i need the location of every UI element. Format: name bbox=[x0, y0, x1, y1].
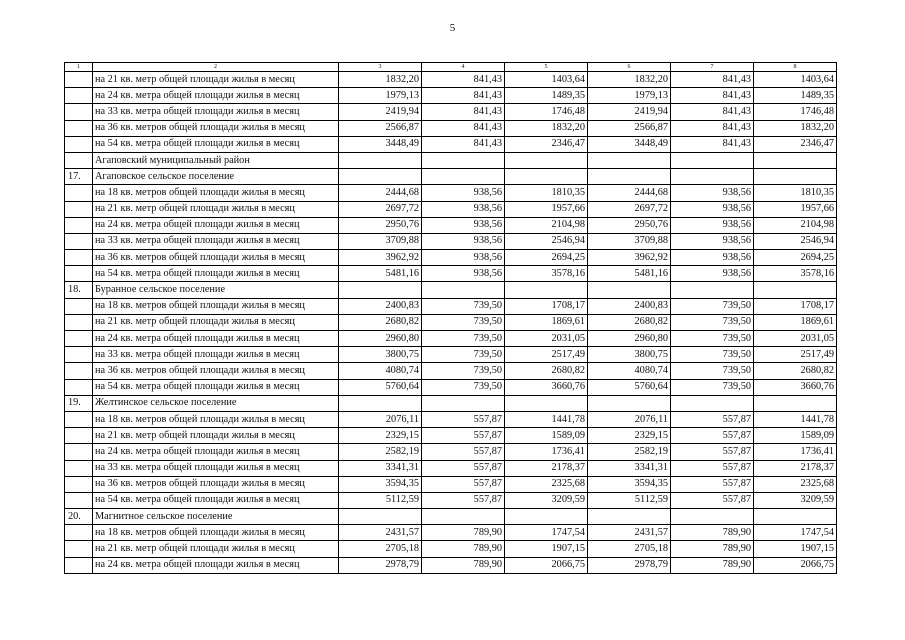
row-number-cell bbox=[65, 347, 93, 363]
empty-cell bbox=[754, 169, 837, 185]
value-cell: 789,90 bbox=[671, 541, 754, 557]
column-header: 2 bbox=[93, 63, 339, 72]
value-cell: 1747,54 bbox=[754, 525, 837, 541]
value-cell: 3709,88 bbox=[339, 233, 422, 249]
row-number-cell bbox=[65, 476, 93, 492]
value-cell: 1869,61 bbox=[505, 314, 588, 330]
value-cell: 938,56 bbox=[671, 201, 754, 217]
value-cell: 5481,16 bbox=[588, 266, 671, 282]
empty-cell bbox=[671, 169, 754, 185]
value-cell: 2400,83 bbox=[588, 298, 671, 314]
row-number-cell bbox=[65, 363, 93, 379]
row-number-cell bbox=[65, 104, 93, 120]
value-cell: 1810,35 bbox=[754, 185, 837, 201]
empty-cell bbox=[422, 152, 505, 168]
value-cell: 938,56 bbox=[422, 201, 505, 217]
value-cell: 2431,57 bbox=[339, 525, 422, 541]
district-row bbox=[65, 152, 837, 168]
empty-cell bbox=[505, 395, 588, 411]
value-cell: 938,56 bbox=[671, 217, 754, 233]
section-label: Буранное сельское поселение bbox=[93, 282, 339, 298]
value-cell: 789,90 bbox=[422, 557, 505, 573]
table-row bbox=[65, 476, 837, 492]
table-row bbox=[65, 444, 837, 460]
row-number-cell bbox=[65, 492, 93, 508]
value-cell: 2419,94 bbox=[339, 104, 422, 120]
empty-cell bbox=[339, 169, 422, 185]
value-cell: 3800,75 bbox=[339, 347, 422, 363]
value-cell: 938,56 bbox=[671, 266, 754, 282]
row-label: на 21 кв. метр общей площади жилья в месяц bbox=[93, 314, 339, 330]
value-cell: 1746,48 bbox=[754, 104, 837, 120]
table-row bbox=[65, 347, 837, 363]
row-label: на 21 кв. метр общей площади жилья в месяц bbox=[93, 72, 339, 88]
value-cell: 1489,35 bbox=[754, 88, 837, 104]
value-cell: 1708,17 bbox=[505, 298, 588, 314]
row-number-cell: 17. bbox=[65, 169, 93, 185]
row-number-cell bbox=[65, 525, 93, 541]
value-cell: 2400,83 bbox=[339, 298, 422, 314]
row-label: на 54 кв. метра общей площади жилья в месяц bbox=[93, 492, 339, 508]
table-row bbox=[65, 557, 837, 573]
value-cell: 841,43 bbox=[671, 72, 754, 88]
column-header-row bbox=[65, 63, 837, 72]
row-label: на 33 кв. метра общей площади жилья в месяц bbox=[93, 460, 339, 476]
row-number-cell bbox=[65, 266, 93, 282]
value-cell: 2076,11 bbox=[588, 411, 671, 427]
value-cell: 3962,92 bbox=[588, 250, 671, 266]
row-label: на 36 кв. метров общей площади жилья в месяц bbox=[93, 363, 339, 379]
value-cell: 2546,94 bbox=[505, 233, 588, 249]
value-cell: 2694,25 bbox=[505, 250, 588, 266]
row-label: на 36 кв. метров общей площади жилья в месяц bbox=[93, 476, 339, 492]
section-row bbox=[65, 509, 837, 525]
value-cell: 1869,61 bbox=[754, 314, 837, 330]
value-cell: 5112,59 bbox=[339, 492, 422, 508]
value-cell: 841,43 bbox=[422, 136, 505, 152]
value-cell: 2346,47 bbox=[505, 136, 588, 152]
value-cell: 841,43 bbox=[671, 104, 754, 120]
table-row bbox=[65, 541, 837, 557]
district-label: Агаповский муниципальный район bbox=[93, 152, 339, 168]
value-cell: 2419,94 bbox=[588, 104, 671, 120]
value-cell: 2950,76 bbox=[588, 217, 671, 233]
empty-cell bbox=[505, 152, 588, 168]
table-row bbox=[65, 136, 837, 152]
table-row bbox=[65, 250, 837, 266]
value-cell: 2546,94 bbox=[754, 233, 837, 249]
value-cell: 2960,80 bbox=[588, 331, 671, 347]
row-number-cell bbox=[65, 152, 93, 168]
value-cell: 739,50 bbox=[671, 379, 754, 395]
value-cell: 1441,78 bbox=[505, 411, 588, 427]
table-row bbox=[65, 217, 837, 233]
value-cell: 841,43 bbox=[671, 88, 754, 104]
column-header: 8 bbox=[754, 63, 837, 72]
value-cell: 2444,68 bbox=[588, 185, 671, 201]
value-cell: 2582,19 bbox=[339, 444, 422, 460]
table-row bbox=[65, 120, 837, 136]
value-cell: 841,43 bbox=[422, 72, 505, 88]
value-cell: 3660,76 bbox=[754, 379, 837, 395]
value-cell: 739,50 bbox=[422, 347, 505, 363]
table-row bbox=[65, 363, 837, 379]
empty-cell bbox=[339, 509, 422, 525]
value-cell: 2517,49 bbox=[505, 347, 588, 363]
value-cell: 2031,05 bbox=[505, 331, 588, 347]
column-header: 1 bbox=[65, 63, 93, 72]
value-cell: 2697,72 bbox=[588, 201, 671, 217]
value-cell: 2566,87 bbox=[588, 120, 671, 136]
value-cell: 557,87 bbox=[422, 476, 505, 492]
row-number-cell bbox=[65, 557, 93, 573]
value-cell: 1441,78 bbox=[754, 411, 837, 427]
value-cell: 2680,82 bbox=[339, 314, 422, 330]
row-number-cell: 18. bbox=[65, 282, 93, 298]
value-cell: 739,50 bbox=[422, 314, 505, 330]
table-row bbox=[65, 314, 837, 330]
value-cell: 3594,35 bbox=[588, 476, 671, 492]
row-number-cell bbox=[65, 217, 93, 233]
value-cell: 938,56 bbox=[422, 217, 505, 233]
row-number-cell bbox=[65, 411, 93, 427]
row-label: на 21 кв. метр общей площади жилья в месяц bbox=[93, 541, 339, 557]
value-cell: 557,87 bbox=[671, 444, 754, 460]
value-cell: 3209,59 bbox=[505, 492, 588, 508]
row-number-cell bbox=[65, 428, 93, 444]
empty-cell bbox=[505, 282, 588, 298]
value-cell: 841,43 bbox=[671, 120, 754, 136]
table-row bbox=[65, 88, 837, 104]
value-cell: 1403,64 bbox=[505, 72, 588, 88]
value-cell: 2566,87 bbox=[339, 120, 422, 136]
row-label: на 24 кв. метра общей площади жилья в месяц bbox=[93, 88, 339, 104]
value-cell: 1747,54 bbox=[505, 525, 588, 541]
empty-cell bbox=[588, 395, 671, 411]
value-cell: 4080,74 bbox=[339, 363, 422, 379]
value-cell: 3709,88 bbox=[588, 233, 671, 249]
value-cell: 2444,68 bbox=[339, 185, 422, 201]
value-cell: 938,56 bbox=[422, 266, 505, 282]
section-label: Магнитное сельское поселение bbox=[93, 509, 339, 525]
row-number-cell: 20. bbox=[65, 509, 93, 525]
value-cell: 2960,80 bbox=[339, 331, 422, 347]
section-label: Агаповское сельское поселение bbox=[93, 169, 339, 185]
table-body bbox=[65, 63, 837, 574]
column-header: 4 bbox=[422, 63, 505, 72]
row-label: на 54 кв. метра общей площади жилья в месяц bbox=[93, 136, 339, 152]
empty-cell bbox=[588, 282, 671, 298]
row-number-cell bbox=[65, 298, 93, 314]
value-cell: 2104,98 bbox=[505, 217, 588, 233]
empty-cell bbox=[339, 152, 422, 168]
value-cell: 789,90 bbox=[422, 541, 505, 557]
empty-cell bbox=[754, 509, 837, 525]
value-cell: 1589,09 bbox=[754, 428, 837, 444]
row-label: на 24 кв. метра общей площади жилья в месяц bbox=[93, 557, 339, 573]
value-cell: 1832,20 bbox=[505, 120, 588, 136]
row-label: на 33 кв. метра общей площади жилья в месяц bbox=[93, 347, 339, 363]
table-row bbox=[65, 72, 837, 88]
value-cell: 938,56 bbox=[422, 250, 505, 266]
value-cell: 739,50 bbox=[671, 331, 754, 347]
row-number-cell bbox=[65, 331, 93, 347]
value-cell: 739,50 bbox=[422, 298, 505, 314]
value-cell: 3800,75 bbox=[588, 347, 671, 363]
value-cell: 2076,11 bbox=[339, 411, 422, 427]
row-label: на 21 кв. метр общей площади жилья в месяц bbox=[93, 201, 339, 217]
row-number-cell bbox=[65, 185, 93, 201]
value-cell: 557,87 bbox=[671, 492, 754, 508]
table-row bbox=[65, 201, 837, 217]
page-number: 5 bbox=[449, 22, 456, 34]
value-cell: 1979,13 bbox=[588, 88, 671, 104]
value-cell: 739,50 bbox=[671, 347, 754, 363]
row-number-cell bbox=[65, 88, 93, 104]
empty-cell bbox=[422, 282, 505, 298]
value-cell: 2697,72 bbox=[339, 201, 422, 217]
value-cell: 557,87 bbox=[671, 428, 754, 444]
value-cell: 1907,15 bbox=[505, 541, 588, 557]
value-cell: 1708,17 bbox=[754, 298, 837, 314]
value-cell: 2178,37 bbox=[754, 460, 837, 476]
empty-cell bbox=[754, 395, 837, 411]
value-cell: 2680,82 bbox=[754, 363, 837, 379]
section-row bbox=[65, 395, 837, 411]
value-cell: 3578,16 bbox=[505, 266, 588, 282]
value-cell: 1589,09 bbox=[505, 428, 588, 444]
value-cell: 2978,79 bbox=[339, 557, 422, 573]
value-cell: 739,50 bbox=[671, 363, 754, 379]
value-cell: 4080,74 bbox=[588, 363, 671, 379]
row-label: на 18 кв. метров общей площади жилья в месяц bbox=[93, 298, 339, 314]
empty-cell bbox=[588, 509, 671, 525]
value-cell: 5112,59 bbox=[588, 492, 671, 508]
value-cell: 3209,59 bbox=[754, 492, 837, 508]
value-cell: 5760,64 bbox=[588, 379, 671, 395]
value-cell: 2582,19 bbox=[588, 444, 671, 460]
section-label: Желтинское сельское поселение bbox=[93, 395, 339, 411]
value-cell: 2031,05 bbox=[754, 331, 837, 347]
empty-cell bbox=[671, 282, 754, 298]
value-cell: 1810,35 bbox=[505, 185, 588, 201]
column-header: 3 bbox=[339, 63, 422, 72]
row-number-cell bbox=[65, 541, 93, 557]
value-cell: 3594,35 bbox=[339, 476, 422, 492]
value-cell: 557,87 bbox=[422, 444, 505, 460]
table-row bbox=[65, 233, 837, 249]
row-label: на 54 кв. метра общей площади жилья в месяц bbox=[93, 379, 339, 395]
value-cell: 3578,16 bbox=[754, 266, 837, 282]
value-cell: 2705,18 bbox=[339, 541, 422, 557]
value-cell: 1746,48 bbox=[505, 104, 588, 120]
value-cell: 739,50 bbox=[422, 379, 505, 395]
value-cell: 1957,66 bbox=[754, 201, 837, 217]
value-cell: 1832,20 bbox=[588, 72, 671, 88]
value-cell: 739,50 bbox=[422, 331, 505, 347]
row-label: на 18 кв. метров общей площади жилья в месяц bbox=[93, 411, 339, 427]
value-cell: 1832,20 bbox=[754, 120, 837, 136]
value-cell: 2066,75 bbox=[754, 557, 837, 573]
row-label: на 33 кв. метра общей площади жилья в месяц bbox=[93, 233, 339, 249]
row-label: на 36 кв. метров общей площади жилья в месяц bbox=[93, 120, 339, 136]
empty-cell bbox=[339, 395, 422, 411]
table-row bbox=[65, 331, 837, 347]
value-cell: 2325,68 bbox=[754, 476, 837, 492]
empty-cell bbox=[671, 509, 754, 525]
value-cell: 5760,64 bbox=[339, 379, 422, 395]
value-cell: 2325,68 bbox=[505, 476, 588, 492]
row-number-cell bbox=[65, 136, 93, 152]
value-cell: 938,56 bbox=[671, 250, 754, 266]
value-cell: 3448,49 bbox=[588, 136, 671, 152]
table-row bbox=[65, 379, 837, 395]
row-label: на 33 кв. метра общей площади жилья в месяц bbox=[93, 104, 339, 120]
value-cell: 557,87 bbox=[422, 428, 505, 444]
value-cell: 789,90 bbox=[422, 525, 505, 541]
empty-cell bbox=[422, 509, 505, 525]
value-cell: 1979,13 bbox=[339, 88, 422, 104]
row-label: на 18 кв. метров общей площади жилья в месяц bbox=[93, 185, 339, 201]
value-cell: 2978,79 bbox=[588, 557, 671, 573]
empty-cell bbox=[671, 395, 754, 411]
value-cell: 789,90 bbox=[671, 557, 754, 573]
column-header: 6 bbox=[588, 63, 671, 72]
empty-cell bbox=[505, 509, 588, 525]
row-label: на 36 кв. метров общей площади жилья в месяц bbox=[93, 250, 339, 266]
value-cell: 2680,82 bbox=[588, 314, 671, 330]
row-label: на 24 кв. метра общей площади жилья в месяц bbox=[93, 331, 339, 347]
row-label: на 24 кв. метра общей площади жилья в месяц bbox=[93, 444, 339, 460]
value-cell: 841,43 bbox=[671, 136, 754, 152]
value-cell: 2950,76 bbox=[339, 217, 422, 233]
value-cell: 2346,47 bbox=[754, 136, 837, 152]
value-cell: 1736,41 bbox=[505, 444, 588, 460]
value-cell: 557,87 bbox=[422, 492, 505, 508]
value-cell: 1957,66 bbox=[505, 201, 588, 217]
row-number-cell bbox=[65, 444, 93, 460]
value-cell: 841,43 bbox=[422, 120, 505, 136]
table-row bbox=[65, 298, 837, 314]
value-cell: 2680,82 bbox=[505, 363, 588, 379]
value-cell: 3660,76 bbox=[505, 379, 588, 395]
value-cell: 3962,92 bbox=[339, 250, 422, 266]
value-cell: 2517,49 bbox=[754, 347, 837, 363]
row-number-cell bbox=[65, 379, 93, 395]
empty-cell bbox=[422, 169, 505, 185]
value-cell: 938,56 bbox=[422, 233, 505, 249]
tariff-table bbox=[64, 62, 837, 574]
value-cell: 841,43 bbox=[422, 88, 505, 104]
row-number-cell bbox=[65, 120, 93, 136]
value-cell: 2694,25 bbox=[754, 250, 837, 266]
row-number-cell bbox=[65, 460, 93, 476]
empty-cell bbox=[339, 282, 422, 298]
value-cell: 938,56 bbox=[671, 233, 754, 249]
row-number-cell bbox=[65, 233, 93, 249]
value-cell: 2178,37 bbox=[505, 460, 588, 476]
empty-cell bbox=[422, 395, 505, 411]
value-cell: 2431,57 bbox=[588, 525, 671, 541]
value-cell: 1489,35 bbox=[505, 88, 588, 104]
value-cell: 3448,49 bbox=[339, 136, 422, 152]
row-number-cell: 19. bbox=[65, 395, 93, 411]
value-cell: 1403,64 bbox=[754, 72, 837, 88]
value-cell: 557,87 bbox=[671, 411, 754, 427]
value-cell: 739,50 bbox=[671, 298, 754, 314]
row-number-cell bbox=[65, 250, 93, 266]
table-row bbox=[65, 104, 837, 120]
value-cell: 557,87 bbox=[671, 460, 754, 476]
table-row bbox=[65, 411, 837, 427]
table-row bbox=[65, 185, 837, 201]
column-header: 7 bbox=[671, 63, 754, 72]
value-cell: 1832,20 bbox=[339, 72, 422, 88]
empty-cell bbox=[588, 169, 671, 185]
value-cell: 2066,75 bbox=[505, 557, 588, 573]
row-label: на 54 кв. метра общей площади жилья в месяц bbox=[93, 266, 339, 282]
section-row bbox=[65, 282, 837, 298]
value-cell: 557,87 bbox=[422, 411, 505, 427]
value-cell: 557,87 bbox=[671, 476, 754, 492]
row-number-cell bbox=[65, 201, 93, 217]
value-cell: 938,56 bbox=[671, 185, 754, 201]
row-number-cell bbox=[65, 314, 93, 330]
table-row bbox=[65, 428, 837, 444]
row-label: на 18 кв. метров общей площади жилья в месяц bbox=[93, 525, 339, 541]
value-cell: 5481,16 bbox=[339, 266, 422, 282]
value-cell: 1907,15 bbox=[754, 541, 837, 557]
value-cell: 557,87 bbox=[422, 460, 505, 476]
empty-cell bbox=[671, 152, 754, 168]
empty-cell bbox=[588, 152, 671, 168]
row-number-cell bbox=[65, 72, 93, 88]
value-cell: 2329,15 bbox=[588, 428, 671, 444]
row-label: на 21 кв. метр общей площади жилья в месяц bbox=[93, 428, 339, 444]
table-row bbox=[65, 492, 837, 508]
value-cell: 3341,31 bbox=[339, 460, 422, 476]
value-cell: 789,90 bbox=[671, 525, 754, 541]
value-cell: 2104,98 bbox=[754, 217, 837, 233]
value-cell: 739,50 bbox=[422, 363, 505, 379]
table-row bbox=[65, 460, 837, 476]
value-cell: 3341,31 bbox=[588, 460, 671, 476]
value-cell: 739,50 bbox=[671, 314, 754, 330]
table-row bbox=[65, 266, 837, 282]
table-row bbox=[65, 525, 837, 541]
empty-cell bbox=[505, 169, 588, 185]
row-label: на 24 кв. метра общей площади жилья в месяц bbox=[93, 217, 339, 233]
value-cell: 2329,15 bbox=[339, 428, 422, 444]
column-header: 5 bbox=[505, 63, 588, 72]
value-cell: 2705,18 bbox=[588, 541, 671, 557]
empty-cell bbox=[754, 152, 837, 168]
section-row bbox=[65, 169, 837, 185]
empty-cell bbox=[754, 282, 837, 298]
value-cell: 841,43 bbox=[422, 104, 505, 120]
value-cell: 1736,41 bbox=[754, 444, 837, 460]
value-cell: 938,56 bbox=[422, 185, 505, 201]
